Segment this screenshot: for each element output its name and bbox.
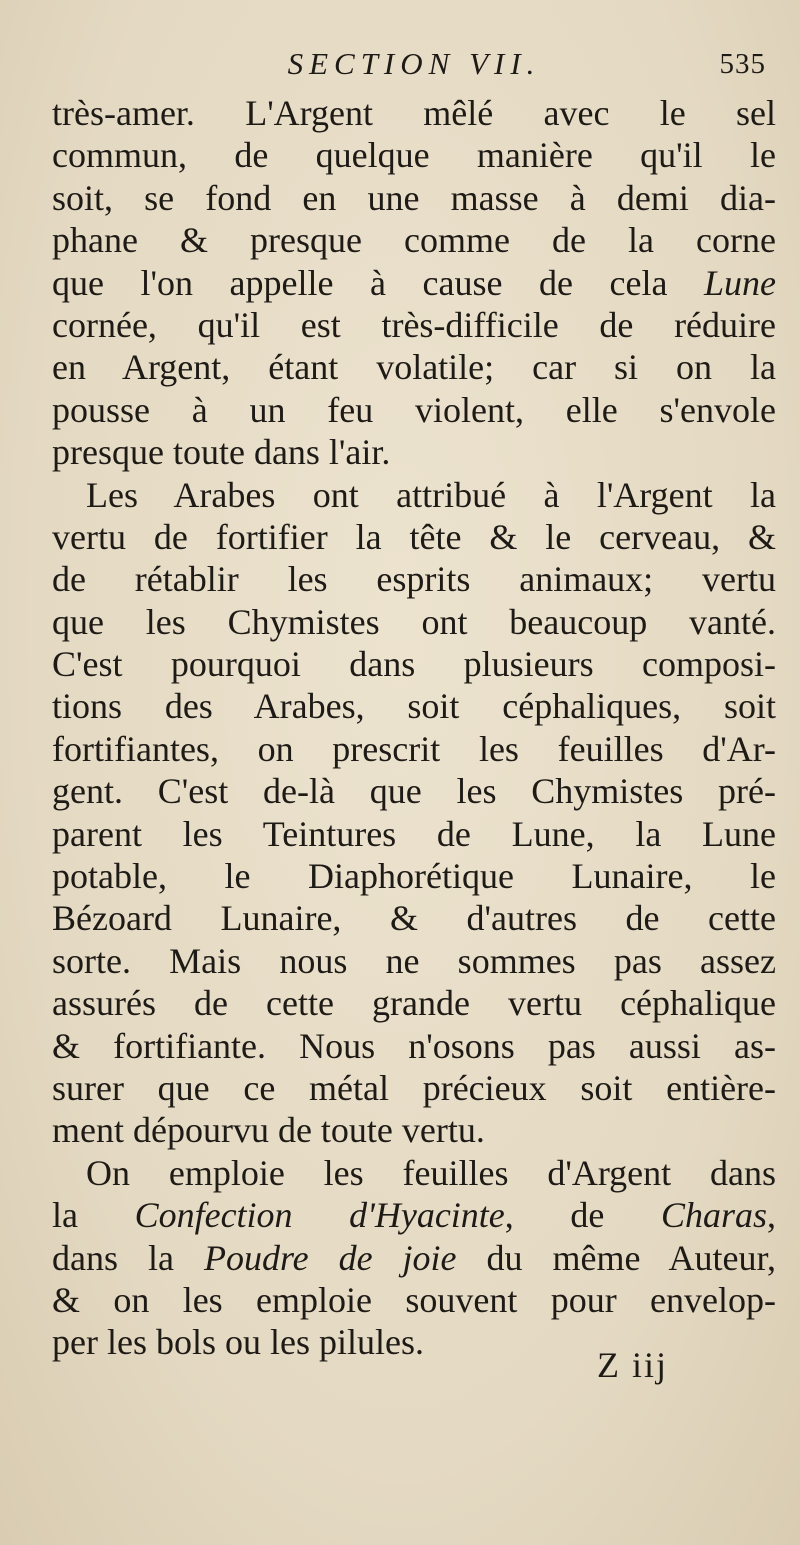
- text-line: fortifiantes, on prescrit les feuilles d'Ar-: [52, 728, 776, 769]
- text-line: presque toute dans l'air.: [52, 432, 391, 473]
- text-line: Les Arabes ont attribué à l'Argent la: [86, 474, 776, 515]
- text-line: assurés de cette grande vertu céphalique: [52, 983, 776, 1024]
- page-header: [52, 40, 776, 90]
- text-line: potable, le Diaphorétique Lunaire, le: [52, 856, 776, 897]
- text-line: per les bols ou les pilules.: [52, 1322, 424, 1363]
- text-line: surer que ce métal précieux soit entière-: [52, 1067, 776, 1108]
- text-line: la Confection d'Hyacinte, de Charas,: [52, 1195, 776, 1236]
- text-line: de rétablir les esprits animaux; vertu: [52, 559, 776, 600]
- text-line: On emploie les feuilles d'Argent dans: [86, 1152, 776, 1193]
- italic-term: Poudre de joie: [203, 1237, 457, 1278]
- text-line: vertu de fortifier la tête & le cerveau, &: [52, 516, 776, 557]
- italic-term: Charas: [660, 1195, 767, 1236]
- text-line: que les Chymistes ont beaucoup vanté.: [52, 601, 776, 642]
- text-line: C'est pourquoi dans plusieurs composi-: [52, 644, 776, 685]
- text-line: en Argent, étant volatile; car si on la: [52, 347, 776, 388]
- text-line: que l'on appelle à cause de cela Lune: [52, 262, 776, 303]
- text-line: & fortifiante. Nous n'osons pas aussi as-: [52, 1025, 776, 1066]
- text-line: Bézoard Lunaire, & d'autres de cette: [52, 898, 776, 939]
- text-line: très-amer. L'Argent mêlé avec le sel: [52, 93, 776, 133]
- body-text: [52, 92, 776, 1364]
- text-line: ment dépourvu de toute vertu.: [52, 1110, 485, 1151]
- text-line: phane & presque comme de la corne: [52, 220, 776, 261]
- text-line: & on les emploie souvent pour envelop-: [52, 1279, 776, 1320]
- text-line: parent les Teintures de Lune, la Lune: [52, 813, 776, 854]
- page-number: 535: [719, 48, 766, 80]
- text-line: sorte. Mais nous ne sommes pas assez: [52, 940, 776, 981]
- catchword: Z iij: [597, 1345, 668, 1385]
- italic-term: Confection d'Hyacinte: [134, 1195, 505, 1236]
- text-line: pousse à un feu violent, elle s'envole: [52, 389, 776, 430]
- text-line: gent. C'est de-là que les Chymistes pré-: [52, 771, 776, 812]
- text-line: cornée, qu'il est très-difficile de réduire: [52, 304, 776, 345]
- text-line: tions des Arabes, soit céphaliques, soit: [52, 686, 776, 727]
- text-line: commun, de quelque manière qu'il le: [52, 135, 776, 176]
- text-line: dans la Poudre de joie du même Auteur,: [52, 1237, 777, 1278]
- text-line: soit, se fond en une masse à demi dia-: [52, 177, 776, 218]
- running-head: SECTION VII.: [287, 46, 541, 81]
- italic-term: Lune: [704, 262, 776, 303]
